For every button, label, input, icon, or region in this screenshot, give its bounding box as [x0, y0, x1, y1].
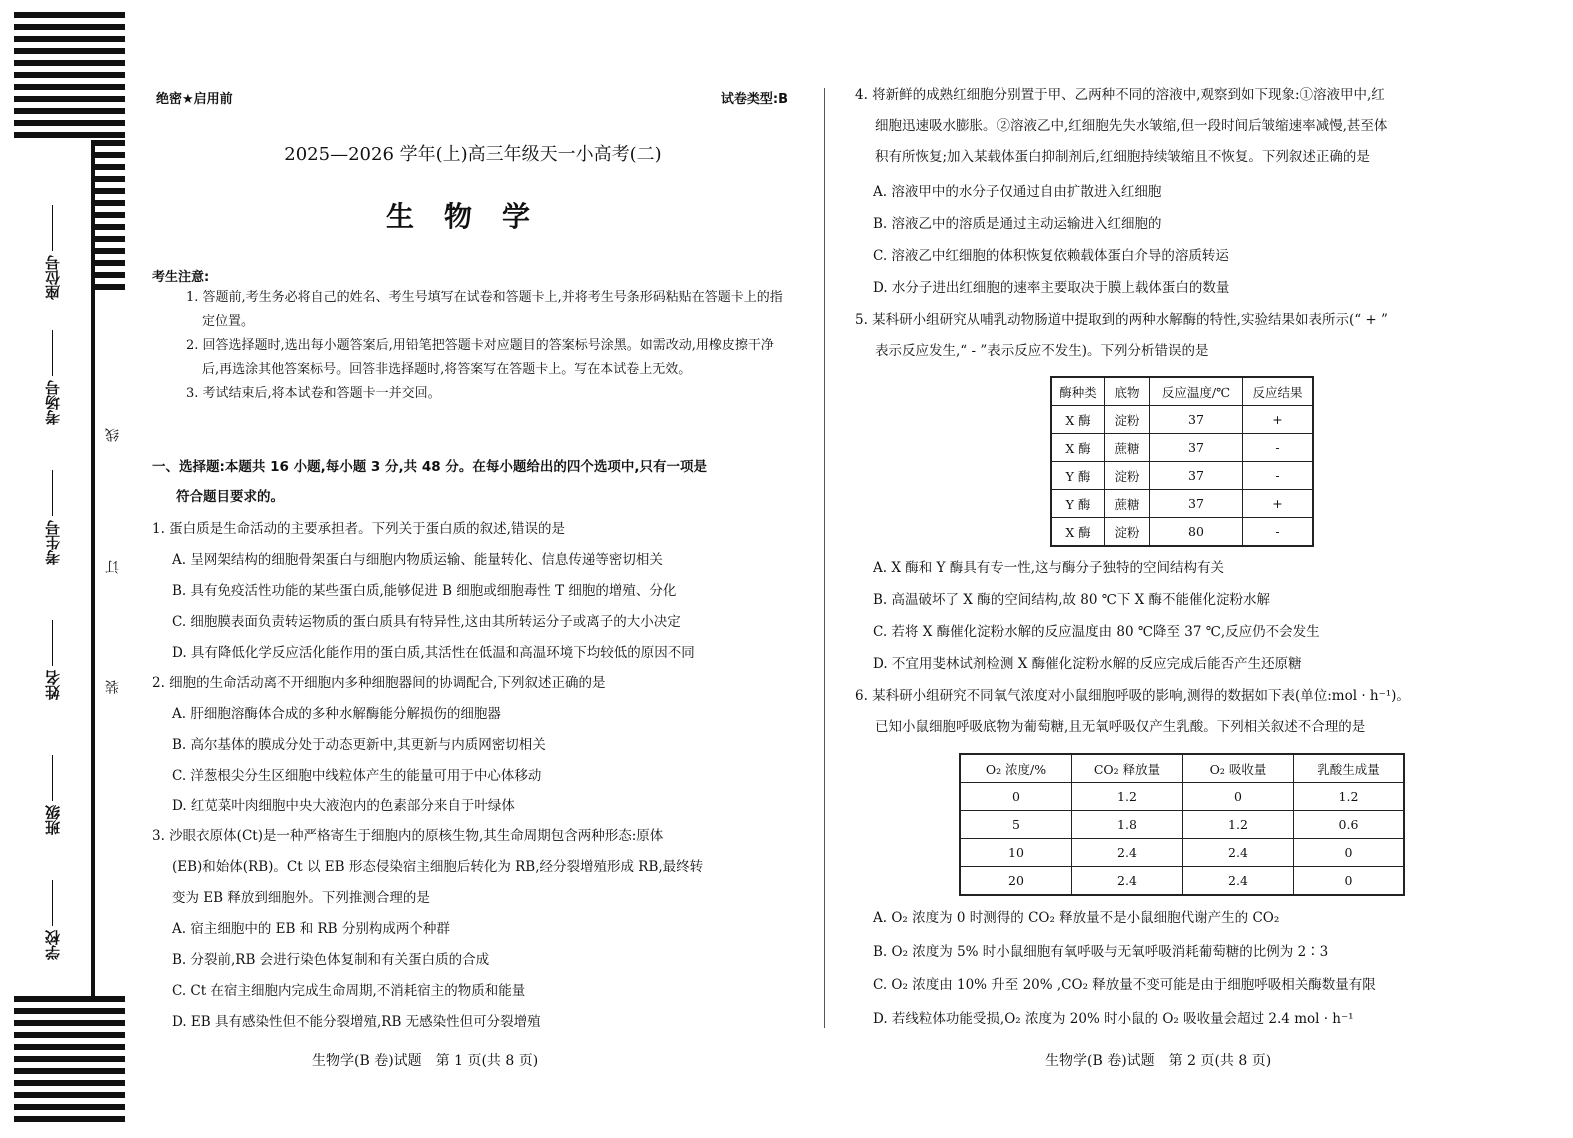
q5-stem: 5. 某科研小组研究从哺乳动物肠道中提取到的两种水解酶的特性,实验结果如表所示(“ + ” 表示反应发生,“ - ”表示反应不发生)。下列分析错误的是	[855, 312, 1388, 359]
table-row: X 酶 蔗糖 37 -	[1051, 434, 1313, 462]
q3-option-c: C. Ct 在宿主细胞内完成生命周期,不消耗宿主的物质和能量	[172, 983, 526, 999]
notes-list	[186, 286, 790, 406]
subject-title: 生物学	[385, 200, 560, 233]
note-item: 2. 回答选择题时,选出每小题答案后,用铅笔把答题卡对应题目的答案标号涂黑。如需改动,用橡皮擦干净后,再选涂其他答案标号。回答非选择题时,将答案写在答题卡上。写在本试卷上无效。	[186, 338, 774, 377]
table-header-row: O₂ 浓度/% CO₂ 释放量 O₂ 吸收量 乳酸生成量	[960, 754, 1404, 783]
q3-stem: 3. 沙眼衣原体(Ct)是一种严格寄生于细胞内的原核生物,其生命周期包含两种形态:原体 (EB)和始体(RB)。Ct 以 EB 形态侵染宿主细胞后转化为 RB,经分裂增殖形成 RB,最终转 变为 EB 释放到细胞外。下列推测合理的是	[152, 828, 704, 906]
notes-title: 考生注意:	[152, 270, 210, 285]
note-item: 1. 答题前,考生务必将自己的姓名、考生号填写在试卷和答题卡上,并将考生号条形码粘贴在答题卡上的指定位置。	[186, 290, 783, 329]
q4-option-d: D. 水分子进出红细胞的速率主要取决于膜上载体蛋白的数量	[873, 280, 1230, 296]
paper-type: 试卷类型:B	[720, 92, 788, 107]
column-divider	[824, 88, 825, 1028]
q1-stem: 1. 蛋白质是生命活动的主要承担者。下列关于蛋白质的叙述,错误的是	[152, 521, 565, 537]
section-title: 一、选择题:本题共 16 小题,每小题 3 分,共 48 分。在每小题给出的四个选项中,只有一项是 符合题目要求的。	[152, 459, 707, 505]
q6-option-c: C. O₂ 浓度由 10% 升至 20% ,CO₂ 释放量不变可能是由于细胞呼吸相关酶数量有限	[873, 977, 1376, 993]
q3-option-d: D. EB 具有感染性但不能分裂增殖,RB 无感染性但可分裂增殖	[172, 1014, 541, 1030]
field-class[interactable]: 班级	[46, 755, 61, 835]
table-row: Y 酶 淀粉 37 -	[1051, 462, 1313, 490]
table-row: 20 2.4 2.4 0	[960, 867, 1404, 896]
table-row: 0 1.2 0 1.2	[960, 783, 1404, 811]
table-row: Y 酶 蔗糖 37 +	[1051, 490, 1313, 518]
q1-option-c: C. 细胞膜表面负责转运物质的蛋白质具有特异性,这由其所转运分子或离子的大小决定	[172, 614, 681, 630]
binding-strip-bottom	[14, 996, 125, 1126]
exam-title: 2025—2026 学年(上)高三年级天一小高考(二)	[284, 144, 662, 165]
q4-option-c: C. 溶液乙中红细胞的体积恢复依赖载体蛋白介导的溶质转运	[873, 248, 1229, 264]
table-row: X 酶 淀粉 80 -	[1051, 518, 1313, 547]
q5-option-b: B. 高温破坏了 X 酶的空间结构,故 80 ℃下 X 酶不能催化淀粉水解	[873, 592, 1271, 608]
q6-respiration-table	[959, 753, 1405, 896]
page-footer-left: 生物学(B 卷)试题 第 1 页(共 8 页)	[312, 1053, 539, 1069]
q1-option-d: D. 具有降低化学反应活化能作用的蛋白质,其活性在低温和高温环境下均较低的原因不同	[172, 645, 695, 661]
field-school[interactable]: 学校	[46, 880, 61, 960]
binding-strip	[14, 12, 125, 142]
q5-option-c: C. 若将 X 酶催化淀粉水解的反应温度由 80 ℃降至 37 ℃,反应仍不会发生	[873, 624, 1320, 640]
q6-option-b: B. O₂ 浓度为 5% 时小鼠细胞有氧呼吸与无氧呼吸消耗葡萄糖的比例为 2∶3	[873, 944, 1329, 960]
field-seat[interactable]: 座位号	[46, 205, 61, 300]
binding-strip-middle	[91, 140, 125, 300]
q5-option-a: A. X 酶和 Y 酶具有专一性,这与酶分子独特的空间结构有关	[873, 560, 1225, 576]
field-name[interactable]: 姓名	[46, 620, 61, 700]
secret-label: 绝密★启用前	[156, 92, 233, 107]
table-row: X 酶 淀粉 37 +	[1051, 406, 1313, 434]
q4-option-b: B. 溶液乙中的溶质是通过主动运输进入红细胞的	[873, 216, 1162, 232]
q2-option-d: D. 红苋菜叶肉细胞中央大液泡内的色素部分来自于叶绿体	[172, 798, 515, 814]
note-item: 3. 考试结束后,将本试卷和答题卡一并交回。	[186, 386, 441, 401]
table-row: 5 1.8 1.2 0.6	[960, 811, 1404, 839]
q2-option-c: C. 洋葱根尖分生区细胞中线粒体产生的能量可用于中心体移动	[172, 768, 542, 784]
q5-enzyme-table	[1050, 376, 1314, 547]
q4-option-a: A. 溶液甲中的水分子仅通过自由扩散进入红细胞	[873, 184, 1162, 200]
q6-stem: 6. 某科研小组研究不同氧气浓度对小鼠细胞呼吸的影响,测得的数据如下表(单位:mol · h⁻¹)。 已知小鼠细胞呼吸底物为葡萄糖,且无氧呼吸仅产生乳酸。下列相关叙述不合理的是	[855, 688, 1410, 735]
bind-mark-bind: 装	[105, 680, 121, 694]
table-row: 10 2.4 2.4 0	[960, 839, 1404, 867]
bind-mark-line: 线	[105, 428, 121, 442]
q2-option-b: B. 高尔基体的膜成分处于动态更新中,其更新与内质网密切相关	[172, 737, 546, 753]
q1-option-b: B. 具有免疫活性功能的某些蛋白质,能够促进 B 细胞或细胞毒性 T 细胞的增殖、分化	[172, 583, 677, 599]
page-footer-right: 生物学(B 卷)试题 第 2 页(共 8 页)	[1045, 1053, 1272, 1069]
q1-option-a: A. 呈网架结构的细胞骨架蛋白与细胞内物质运输、能量转化、信息传递等密切相关	[172, 552, 663, 568]
field-candidate-id[interactable]: 考生号	[46, 470, 61, 565]
q6-option-a: A. O₂ 浓度为 0 时测得的 CO₂ 释放量不是小鼠细胞代谢产生的 CO₂	[873, 910, 1280, 926]
q6-option-d: D. 若线粒体功能受损,O₂ 浓度为 20% 时小鼠的 O₂ 吸收量会超过 2.4 mol · h⁻¹	[873, 1011, 1354, 1027]
bind-mark-order: 订	[105, 560, 121, 574]
binding-line	[91, 140, 95, 1000]
q2-stem: 2. 细胞的生命活动离不开细胞内多种细胞器间的协调配合,下列叙述正确的是	[152, 675, 606, 691]
q5-option-d: D. 不宜用斐林试剂检测 X 酶催化淀粉水解的反应完成后能否产生还原糖	[873, 656, 1302, 672]
q2-option-a: A. 肝细胞溶酶体合成的多种水解酶能分解损伤的细胞器	[172, 706, 501, 722]
q4-stem: 4. 将新鲜的成熟红细胞分别置于甲、乙两种不同的溶液中,观察到如下现象:①溶液甲中,红 细胞迅速吸水膨胀。②溶液乙中,红细胞先失水皱缩,但一段时间后皱缩速率减慢,甚至体 积有所恢复;加入某载体蛋白抑制剂后,红细胞持续皱缩且不恢复。下列叙述正确的是	[855, 87, 1388, 165]
q3-option-b: B. 分裂前,RB 会进行染色体复制和有关蛋白质的合成	[172, 952, 490, 968]
table-header-row: 酶种类 底物 反应温度/℃ 反应结果	[1051, 377, 1313, 406]
field-room[interactable]: 考场号	[46, 330, 61, 425]
q3-option-a: A. 宿主细胞中的 EB 和 RB 分别构成两个种群	[172, 921, 450, 937]
